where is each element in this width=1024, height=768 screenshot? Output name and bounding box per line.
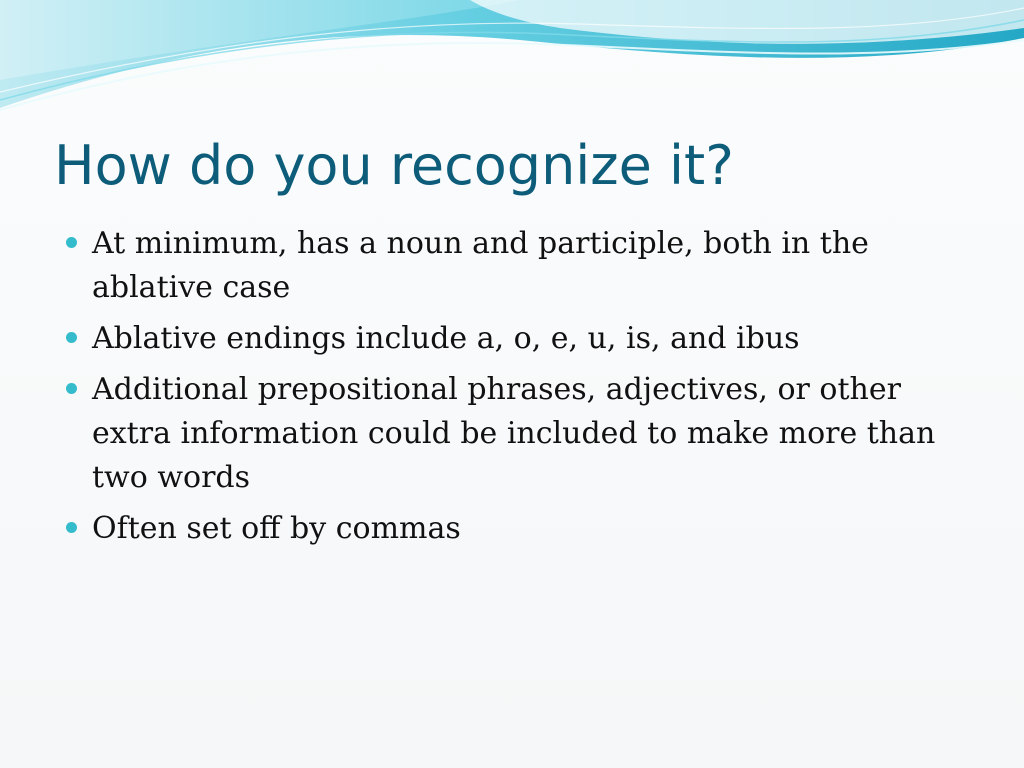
wave-banner [0, 0, 1024, 120]
bullet-icon [66, 522, 77, 533]
bullet-item-4 [62, 507, 962, 551]
bullet-item-2 [62, 317, 962, 361]
slide-title: How do you recognize it? [54, 134, 734, 197]
bullet-icon [66, 383, 77, 394]
bullet-text: Ablative endings include a, o, e, u, is, and ibus [92, 321, 800, 356]
bullet-icon [66, 332, 77, 343]
bullet-text: At minimum, has a noun and participle, both in the ablative case [92, 226, 869, 305]
bullet-text: Often set off by commas [92, 511, 461, 546]
bullet-item-3 [62, 368, 962, 500]
bullet-icon [66, 237, 77, 248]
bullet-text: Additional prepositional phrases, adjectives, or other extra information could be included to make more than two words [92, 372, 936, 495]
bullet-list [62, 222, 962, 558]
bullet-item-1 [62, 222, 962, 310]
